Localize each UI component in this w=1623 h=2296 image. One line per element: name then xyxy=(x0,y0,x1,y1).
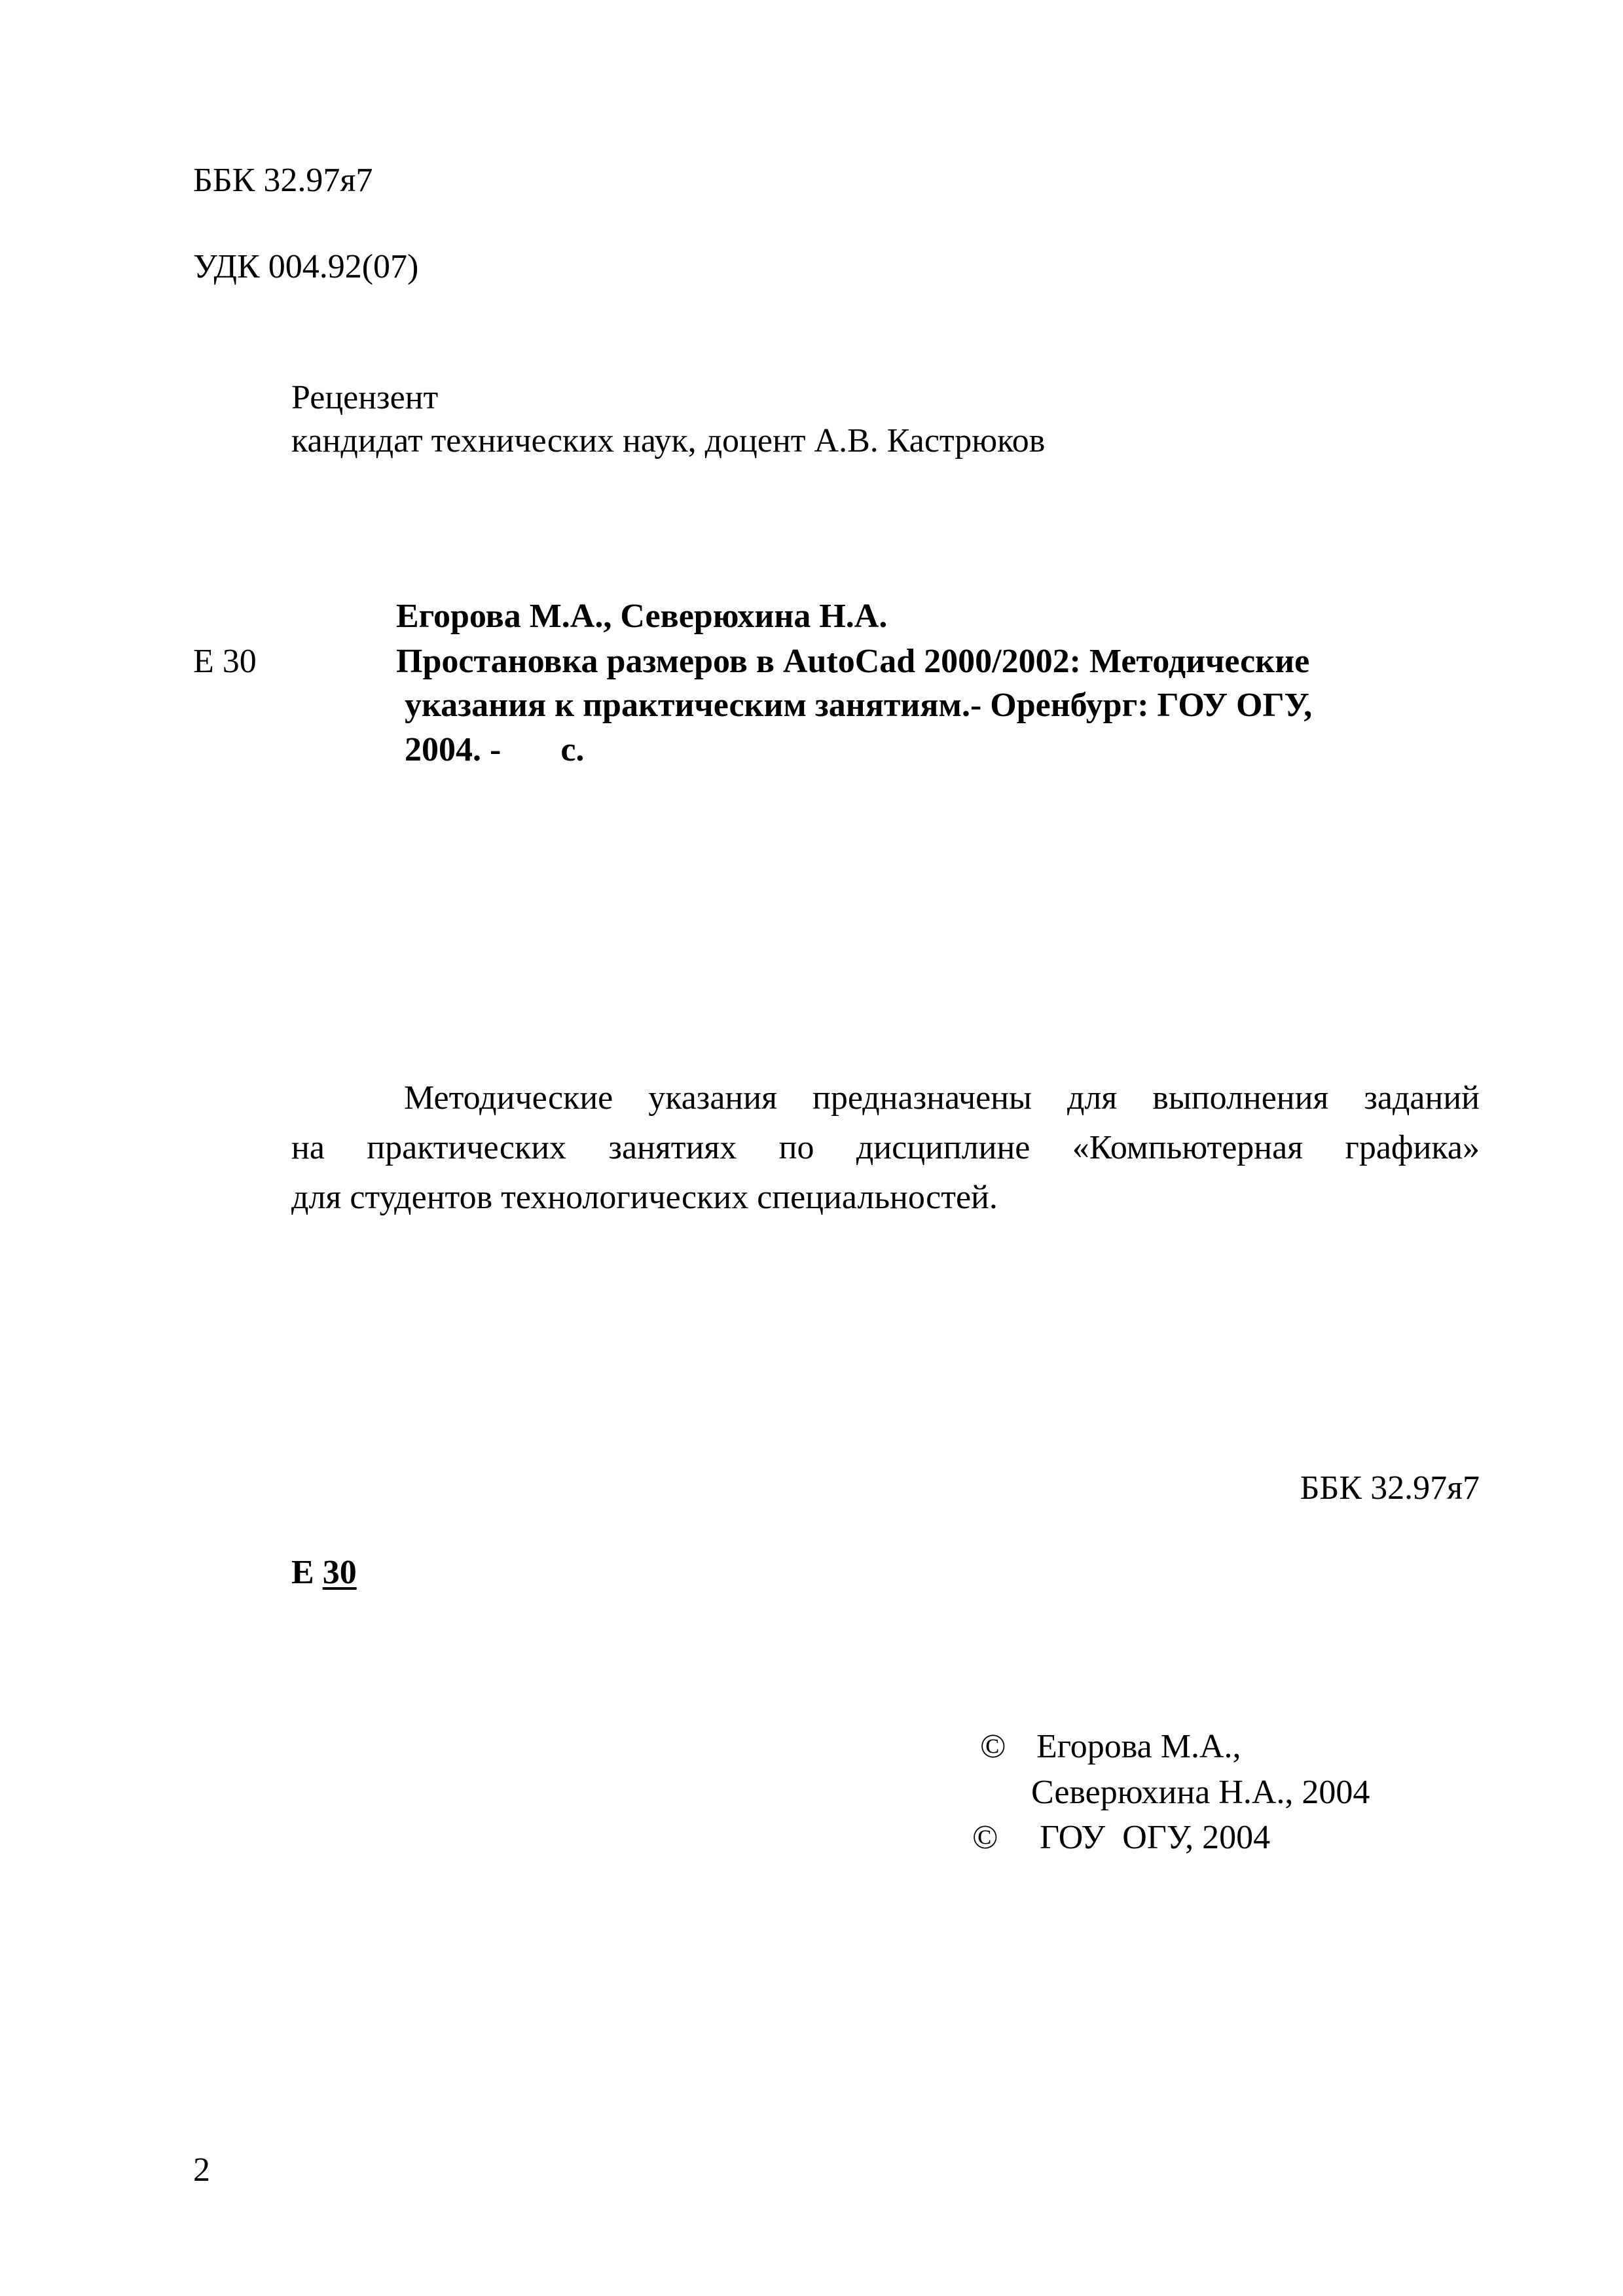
annotation-line-1: Методические указания предназначены для выполнения заданий xyxy=(404,1079,1480,1117)
annotation-paragraph xyxy=(291,1073,1480,1223)
udk-code: УДК 004.92(07) xyxy=(193,248,419,285)
catalog-title-line2: указания к практическим занятиям.- Оренбург: ГОУ ОГУ, xyxy=(405,687,1313,724)
catalog-title-line3: 2004. - с. xyxy=(405,731,585,768)
copyright-symbol-2: © xyxy=(972,1819,998,1856)
annotation-line-2: на практических занятиях по дисциплине «Компьютерная графика» xyxy=(291,1129,1480,1166)
catalog-authors: Егорова М.А., Северюхина Н.А. xyxy=(396,598,888,635)
bbk-code: ББК 32.97я7 xyxy=(193,162,373,199)
annotation-line-3: для студентов технологических специальностей. xyxy=(291,1179,998,1216)
catalog-title-line1: Простановка размеров в AutoCad 2000/2002: Методические xyxy=(396,643,1310,680)
reviewer-title: Рецензент xyxy=(291,379,439,416)
copyright-line-2: Северюхина Н.А., 2004 xyxy=(1031,1774,1370,1811)
copyright-line-1: Егорова М.А., xyxy=(1036,1728,1241,1765)
classification-code xyxy=(291,1556,357,1590)
copyright-line-3: ГОУ ОГУ, 2004 xyxy=(1040,1819,1271,1856)
classification-code-letter: Е xyxy=(291,1554,314,1591)
copyright-symbol-1: © xyxy=(980,1728,1006,1765)
catalog-code: Е 30 xyxy=(193,643,257,680)
page-number: 2 xyxy=(193,2151,210,2189)
classification-code-number: 30 xyxy=(322,1554,357,1591)
reviewer-name: кандидат технических наук, доцент А.В. Кастрюков xyxy=(291,422,1046,459)
bbk-right: ББК 32.97я7 xyxy=(1300,1469,1480,1507)
